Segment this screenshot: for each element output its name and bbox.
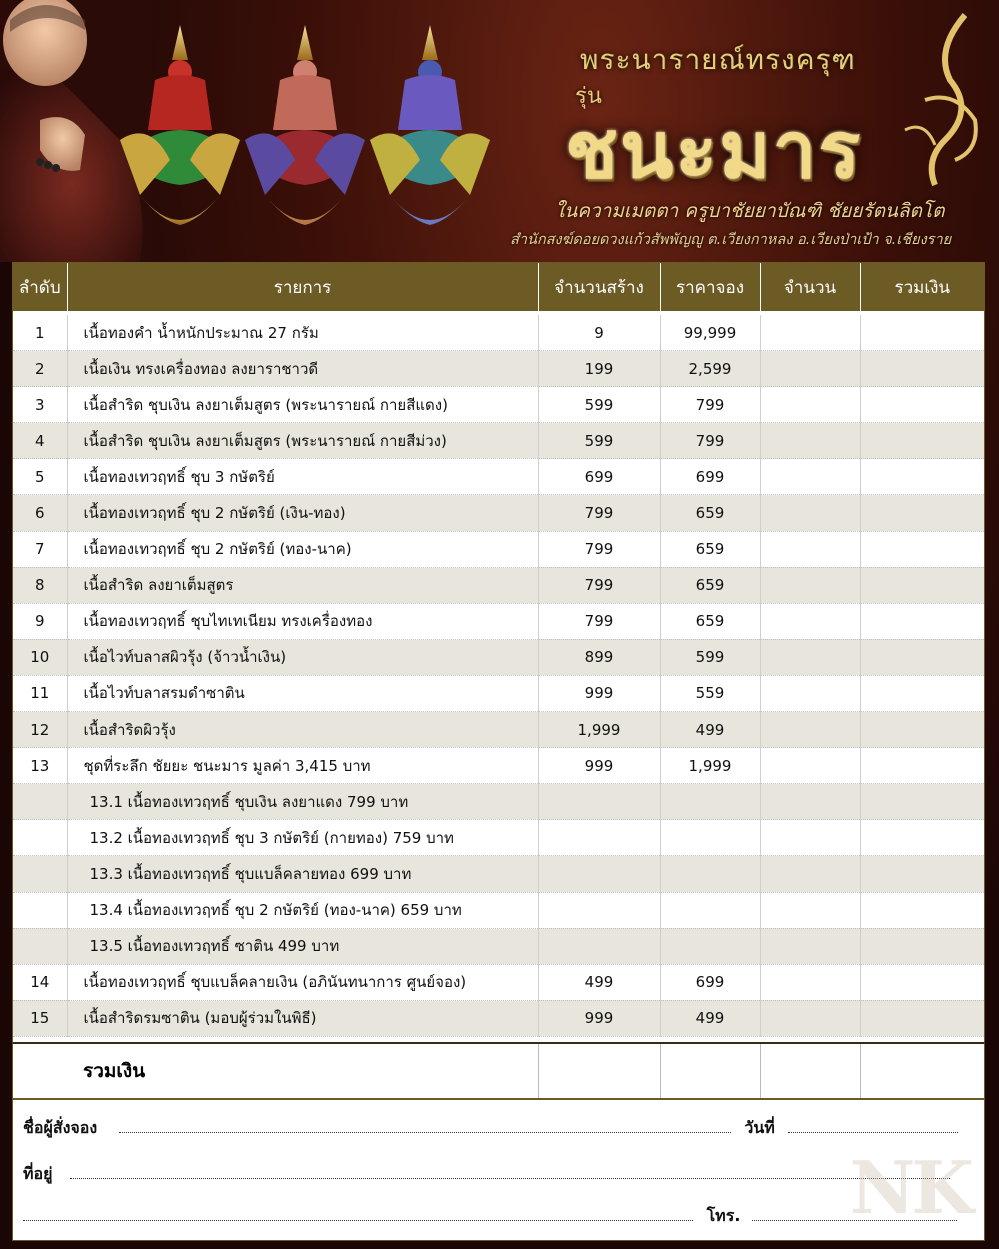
- row-qty-made: 799: [538, 531, 660, 567]
- row-qty-made: 999: [538, 748, 660, 784]
- row-item: เนื้อทองเทวฤทธิ์ ชุบ 2 กษัตริย์ (เงิน-ทอง): [67, 495, 538, 531]
- row-number: 14: [13, 964, 67, 1000]
- row-sum-input[interactable]: [860, 387, 984, 423]
- row-price: 659: [660, 531, 760, 567]
- row-sum-input[interactable]: [860, 495, 984, 531]
- row-qty-input[interactable]: [760, 748, 860, 784]
- row-qty-made: [538, 784, 660, 820]
- row-qty-input[interactable]: [760, 784, 860, 820]
- row-number: [13, 784, 67, 820]
- row-qty-made: 799: [538, 567, 660, 603]
- row-price: 559: [660, 675, 760, 711]
- row-qty-input[interactable]: [760, 639, 860, 675]
- row-price: 659: [660, 603, 760, 639]
- row-qty-made: 1,999: [538, 712, 660, 748]
- row-item: เนื้อทองคำ น้ำหนักประมาณ 27 กรัม: [67, 313, 538, 351]
- row-number: 11: [13, 675, 67, 711]
- row-price: 99,999: [660, 313, 760, 351]
- header-qty-made: จำนวนสร้าง: [538, 263, 660, 313]
- row-item: เนื้อสำริด ลงยาเต็มสูตร: [67, 567, 538, 603]
- row-qty-made: 699: [538, 459, 660, 495]
- table-subrow: [13, 892, 984, 928]
- total-row-container: [12, 1042, 985, 1099]
- row-price: [660, 928, 760, 964]
- address-field[interactable]: [70, 1166, 950, 1179]
- row-number: [13, 820, 67, 856]
- row-price: 699: [660, 964, 760, 1000]
- table-header-row: [13, 263, 984, 313]
- row-qty-made: 9: [538, 313, 660, 351]
- row-sum-input[interactable]: [860, 313, 984, 351]
- row-item: เนื้อไวท์บลาสรมดำซาติน: [67, 675, 538, 711]
- table-subrow: [13, 856, 984, 892]
- table-row: [13, 495, 984, 531]
- header-price: ราคาจอง: [660, 263, 760, 313]
- row-price: 659: [660, 495, 760, 531]
- header-item: รายการ: [67, 263, 538, 313]
- row-sum-input[interactable]: [860, 639, 984, 675]
- row-qty-made: 999: [538, 1000, 660, 1036]
- subtitle: ในความเมตตา ครูบาชัยยาบัณฑิ ชัยยรัตนลิตโต: [555, 200, 945, 222]
- row-qty-made: 599: [538, 387, 660, 423]
- price-table: [13, 263, 984, 1037]
- table-row: [13, 531, 984, 567]
- row-qty-input[interactable]: [760, 603, 860, 639]
- date-label: วันที่: [744, 1118, 775, 1137]
- row-qty-made: 799: [538, 495, 660, 531]
- row-price: [660, 856, 760, 892]
- table-row: [13, 387, 984, 423]
- table-row: [13, 351, 984, 387]
- banner-title-area: [500, 10, 990, 260]
- row-sum-input[interactable]: [860, 856, 984, 892]
- row-sum-input[interactable]: [860, 712, 984, 748]
- row-item: เนื้อไวท์บลาสผิวรุ้ง (จ้าวน้ำเงิน): [67, 639, 538, 675]
- row-qty-input[interactable]: [760, 964, 860, 1000]
- row-number: 7: [13, 531, 67, 567]
- row-sum-input[interactable]: [860, 531, 984, 567]
- table-row: [13, 567, 984, 603]
- row-qty-made: 799: [538, 603, 660, 639]
- table-subrow: [13, 928, 984, 964]
- row-price: 659: [660, 567, 760, 603]
- title-main: ชนะมาร: [565, 105, 863, 196]
- row-item: 13.5 เนื้อทองเทวฤทธิ์ ซาติน 499 บาท: [67, 928, 538, 964]
- row-number: 3: [13, 387, 67, 423]
- row-item: 13.1 เนื้อทองเทวฤทธิ์ ชุบเงิน ลงยาแดง 799 บาท: [67, 784, 538, 820]
- table-subrow: [13, 820, 984, 856]
- row-sum-input[interactable]: [860, 567, 984, 603]
- row-qty-input[interactable]: [760, 820, 860, 856]
- form-row-phone: [23, 1204, 957, 1229]
- row-number: 12: [13, 712, 67, 748]
- row-number: 13: [13, 748, 67, 784]
- amulet-images: [120, 20, 490, 250]
- table-body: [13, 313, 984, 1036]
- row-item: เนื้อทองเทวฤทธิ์ ชุบ 2 กษัตริย์ (ทอง-นาค): [67, 531, 538, 567]
- total-cell-price: [660, 1044, 760, 1098]
- name-label: ชื่อผู้สั่งจอง: [23, 1118, 98, 1137]
- row-qty-made: [538, 892, 660, 928]
- row-price: 599: [660, 639, 760, 675]
- price-table-container: [12, 262, 985, 1044]
- row-qty-input[interactable]: [760, 567, 860, 603]
- row-item: 13.4 เนื้อทองเทวฤทธิ์ ชุบ 2 กษัตริย์ (ทอง-นาค) 659 บาท: [67, 892, 538, 928]
- table-row: [13, 964, 984, 1000]
- table-row: [13, 603, 984, 639]
- row-price: [660, 820, 760, 856]
- row-number: [13, 856, 67, 892]
- row-number: 9: [13, 603, 67, 639]
- row-sum-input[interactable]: [860, 675, 984, 711]
- row-qty-input[interactable]: [760, 531, 860, 567]
- form-row-name: [23, 1116, 958, 1141]
- row-price: 499: [660, 1000, 760, 1036]
- row-qty-made: 199: [538, 351, 660, 387]
- row-sum-input[interactable]: [860, 892, 984, 928]
- row-item: เนื้อสำริด ชุบเงิน ลงยาเต็มสูตร (พระนารายณ์ กายสีม่วง): [67, 423, 538, 459]
- row-qty-made: 599: [538, 423, 660, 459]
- row-item: เนื้อทองเทวฤทธิ์ ชุบไทเทเนียม ทรงเครื่องทอง: [67, 603, 538, 639]
- row-sum-input[interactable]: [860, 820, 984, 856]
- row-number: 2: [13, 351, 67, 387]
- row-qty-made: [538, 856, 660, 892]
- order-form: [12, 1099, 985, 1241]
- form-row-address: [23, 1162, 950, 1187]
- row-price: 799: [660, 423, 760, 459]
- row-price: 1,999: [660, 748, 760, 784]
- row-item: เนื้อสำริดรมซาติน (มอบผู้ร่วมในพิธี): [67, 1000, 538, 1036]
- row-qty-made: [538, 928, 660, 964]
- title-line1: พระนารายณ์ทรงครุฑ: [580, 43, 856, 76]
- row-number: 6: [13, 495, 67, 531]
- date-field[interactable]: [788, 1120, 958, 1133]
- row-item: 13.2 เนื้อทองเทวฤทธิ์ ชุบ 3 กษัตริย์ (กายทอง) 759 บาท: [67, 820, 538, 856]
- table-row: [13, 748, 984, 784]
- header-no: ลำดับ: [13, 263, 67, 313]
- row-qty-input[interactable]: [760, 351, 860, 387]
- row-price: [660, 784, 760, 820]
- row-number: 5: [13, 459, 67, 495]
- banner: [0, 0, 999, 262]
- row-price: 2,599: [660, 351, 760, 387]
- address-line: สำนักสงฆ์ดอยดวงแก้วสัพพัญญู ต.เวียงกาหลง อ.เวียงป่าเป้า จ.เชียงราย: [510, 232, 952, 248]
- total-row: [13, 1044, 984, 1098]
- total-cell-sum[interactable]: [860, 1044, 984, 1098]
- row-item: เนื้อสำริด ชุบเงิน ลงยาเต็มสูตร (พระนารายณ์ กายสีแดง): [67, 387, 538, 423]
- row-number: 10: [13, 639, 67, 675]
- table-row: [13, 675, 984, 711]
- row-qty-input[interactable]: [760, 892, 860, 928]
- row-qty-input[interactable]: [760, 712, 860, 748]
- row-sum-input[interactable]: [860, 1000, 984, 1036]
- row-sum-input[interactable]: [860, 351, 984, 387]
- header-qty: จำนวน: [760, 263, 860, 313]
- row-number: 1: [13, 313, 67, 351]
- row-sum-input[interactable]: [860, 459, 984, 495]
- address-field-2[interactable]: [23, 1208, 693, 1221]
- row-item: 13.3 เนื้อทองเทวฤทธิ์ ชุบแบล็คลายทอง 699 บาท: [67, 856, 538, 892]
- total-cell-qty[interactable]: [760, 1044, 860, 1098]
- table-row: [13, 459, 984, 495]
- table-row: [13, 712, 984, 748]
- row-qty-input[interactable]: [760, 423, 860, 459]
- row-item: เนื้อเงิน ทรงเครื่องทอง ลงยาราชาวดี: [67, 351, 538, 387]
- table-row: [13, 313, 984, 351]
- row-qty-input[interactable]: [760, 387, 860, 423]
- row-qty-input[interactable]: [760, 313, 860, 351]
- row-item: เนื้อทองเทวฤทธิ์ ชุบ 3 กษัตริย์: [67, 459, 538, 495]
- table-row: [13, 423, 984, 459]
- row-qty-made: 999: [538, 675, 660, 711]
- nk-watermark-logo: NK: [849, 1145, 970, 1230]
- row-qty-input[interactable]: [760, 459, 860, 495]
- row-qty-input[interactable]: [760, 928, 860, 964]
- row-price: [660, 892, 760, 928]
- row-sum-input[interactable]: [860, 748, 984, 784]
- row-qty-made: [538, 820, 660, 856]
- total-cell-qty-made: [538, 1044, 660, 1098]
- row-qty-input[interactable]: [760, 675, 860, 711]
- table-row: [13, 1000, 984, 1036]
- row-qty-input[interactable]: [760, 1000, 860, 1036]
- row-price: 499: [660, 712, 760, 748]
- row-number: 15: [13, 1000, 67, 1036]
- row-item: เนื้อทองเทวฤทธิ์ ชุบแบล็คลายเงิน (อภินันทนาการ ศูนย์จอง): [67, 964, 538, 1000]
- row-item: ชุดที่ระลึก ชัยยะ ชนะมาร มูลค่า 3,415 บาท: [67, 748, 538, 784]
- row-number: [13, 892, 67, 928]
- phone-label: โทร.: [706, 1206, 741, 1225]
- row-sum-input[interactable]: [860, 784, 984, 820]
- total-label: รวมเงิน: [13, 1044, 538, 1098]
- row-price: 699: [660, 459, 760, 495]
- row-number: 8: [13, 567, 67, 603]
- row-qty-input[interactable]: [760, 856, 860, 892]
- row-sum-input[interactable]: [860, 603, 984, 639]
- row-number: [13, 928, 67, 964]
- name-field[interactable]: [119, 1120, 731, 1133]
- table-subrow: [13, 784, 984, 820]
- row-price: 799: [660, 387, 760, 423]
- thai-scroll-ornament: [865, 10, 990, 195]
- address-label: ที่อยู่: [23, 1164, 53, 1183]
- row-sum-input[interactable]: [860, 928, 984, 964]
- row-item: เนื้อสำริดผิวรุ้ง: [67, 712, 538, 748]
- row-qty-made: 499: [538, 964, 660, 1000]
- row-number: 4: [13, 423, 67, 459]
- header-total: รวมเงิน: [860, 263, 984, 313]
- row-sum-input[interactable]: [860, 964, 984, 1000]
- title-line2: รุ่น: [575, 84, 602, 109]
- row-sum-input[interactable]: [860, 423, 984, 459]
- row-qty-made: 899: [538, 639, 660, 675]
- row-qty-input[interactable]: [760, 495, 860, 531]
- table-row: [13, 639, 984, 675]
